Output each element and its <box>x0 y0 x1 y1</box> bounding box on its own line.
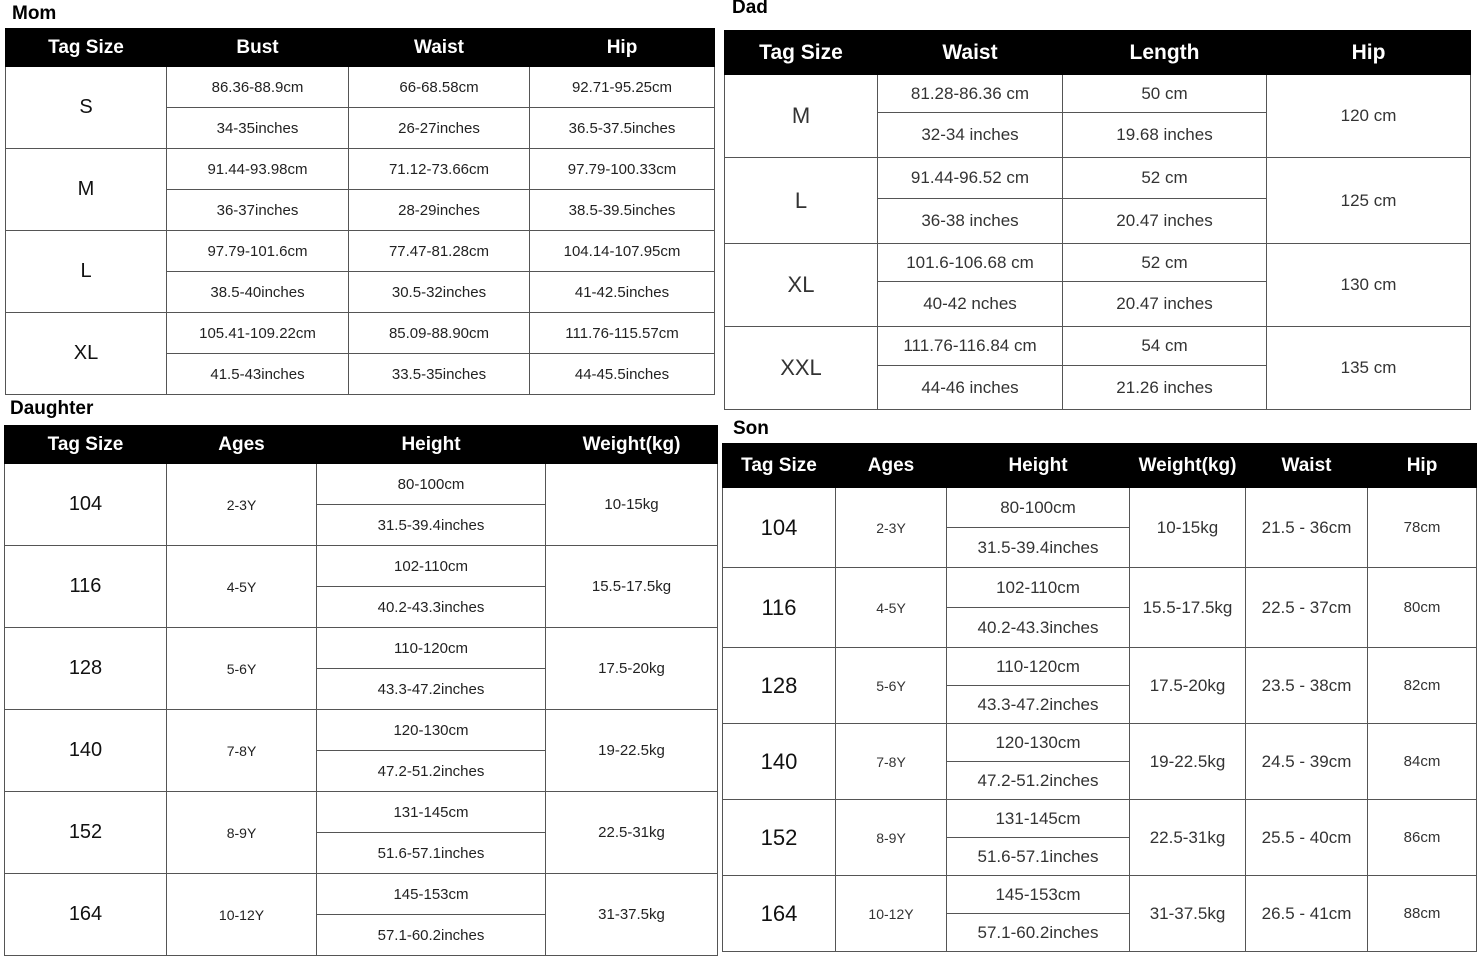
table-row <box>723 568 1477 608</box>
waist-cell: 21.5 - 36cm <box>1246 488 1368 568</box>
table-row <box>723 724 1477 762</box>
waist-cell: 22.5 - 37cm <box>1246 568 1368 648</box>
column-header: Weight(kg) <box>1130 444 1246 488</box>
hip-cell: 88cm <box>1368 876 1477 952</box>
hip-cell: 82cm <box>1368 648 1477 724</box>
son-section-title: Son <box>733 418 769 439</box>
hip-cell: 120 cm <box>1267 75 1471 158</box>
son-header-row <box>723 444 1477 488</box>
tag-size-cell: S <box>6 67 167 149</box>
tag-size-cell: 152 <box>5 792 167 874</box>
weight-cell: 31-37.5kg <box>546 874 718 956</box>
bust-inches-cell: 36-37inches <box>167 190 349 231</box>
column-header: Ages <box>836 444 947 488</box>
tag-size-cell: 164 <box>5 874 167 956</box>
waist-cm-cell: 71.12-73.66cm <box>349 149 530 190</box>
daughter-size-table <box>4 425 718 956</box>
height-inches-cell: 47.2-51.2inches <box>317 751 546 792</box>
waist-inches-cell: 33.5-35inches <box>349 354 530 395</box>
length-inches-cell: 19.68 inches <box>1063 113 1267 158</box>
waist-inches-cell: 30.5-32inches <box>349 272 530 313</box>
height-cm-cell: 131-145cm <box>317 792 546 833</box>
column-header: Length <box>1063 31 1267 75</box>
height-cm-cell: 102-110cm <box>317 546 546 587</box>
length-cm-cell: 54 cm <box>1063 327 1267 366</box>
hip-cell: 130 cm <box>1267 244 1471 327</box>
bust-cm-cell: 105.41-109.22cm <box>167 313 349 354</box>
tag-size-cell: XXL <box>725 327 878 410</box>
weight-cell: 22.5-31kg <box>546 792 718 874</box>
table-row <box>5 874 718 915</box>
mom-section-title: Mom <box>12 3 57 24</box>
bust-cm-cell: 86.36-88.9cm <box>167 67 349 108</box>
column-header: Bust <box>167 29 349 67</box>
height-inches-cell: 51.6-57.1inches <box>317 833 546 874</box>
son-size-table <box>722 443 1477 952</box>
age-cell: 8-9Y <box>836 800 947 876</box>
length-cm-cell: 52 cm <box>1063 244 1267 282</box>
age-cell: 8-9Y <box>167 792 317 874</box>
weight-cell: 17.5-20kg <box>1130 648 1246 724</box>
waist-cell: 23.5 - 38cm <box>1246 648 1368 724</box>
height-inches-cell: 43.3-47.2inches <box>317 669 546 710</box>
height-inches-cell: 40.2-43.3inches <box>317 587 546 628</box>
table-row <box>723 876 1477 914</box>
hip-cm-cell: 97.79-100.33cm <box>530 149 715 190</box>
column-header: Waist <box>878 31 1063 75</box>
waist-inches-cell: 26-27inches <box>349 108 530 149</box>
bust-cm-cell: 97.79-101.6cm <box>167 231 349 272</box>
hip-inches-cell: 36.5-37.5inches <box>530 108 715 149</box>
tag-size-cell: 152 <box>723 800 836 876</box>
waist-inches-cell: 44-46 inches <box>878 366 1063 410</box>
table-row <box>5 710 718 751</box>
tag-size-cell: 104 <box>5 464 167 546</box>
height-inches-cell: 57.1-60.2inches <box>317 915 546 956</box>
hip-cm-cell: 92.71-95.25cm <box>530 67 715 108</box>
waist-cm-cell: 111.76-116.84 cm <box>878 327 1063 366</box>
daughter-section-title: Daughter <box>10 398 94 419</box>
age-cell: 2-3Y <box>167 464 317 546</box>
weight-cell: 15.5-17.5kg <box>546 546 718 628</box>
table-row <box>6 313 715 354</box>
table-row <box>5 628 718 669</box>
waist-cell: 26.5 - 41cm <box>1246 876 1368 952</box>
hip-cell: 78cm <box>1368 488 1477 568</box>
table-row <box>6 149 715 190</box>
tag-size-cell: 128 <box>5 628 167 710</box>
tag-size-cell: 116 <box>723 568 836 648</box>
height-cm-cell: 102-110cm <box>947 568 1130 608</box>
table-row <box>725 158 1471 199</box>
age-cell: 2-3Y <box>836 488 947 568</box>
height-cm-cell: 80-100cm <box>947 488 1130 528</box>
daughter-header-row <box>5 426 718 464</box>
column-header: Weight(kg) <box>546 426 718 464</box>
hip-cell: 80cm <box>1368 568 1477 648</box>
height-inches-cell: 57.1-60.2inches <box>947 914 1130 952</box>
hip-inches-cell: 38.5-39.5inches <box>530 190 715 231</box>
table-row <box>5 546 718 587</box>
hip-cell: 125 cm <box>1267 158 1471 244</box>
tag-size-cell: XL <box>6 313 167 395</box>
age-cell: 5-6Y <box>167 628 317 710</box>
waist-cm-cell: 91.44-96.52 cm <box>878 158 1063 199</box>
length-inches-cell: 20.47 inches <box>1063 199 1267 244</box>
height-cm-cell: 145-153cm <box>947 876 1130 914</box>
waist-cm-cell: 101.6-106.68 cm <box>878 244 1063 282</box>
height-inches-cell: 51.6-57.1inches <box>947 838 1130 876</box>
mom-header-row <box>6 29 715 67</box>
column-header: Hip <box>1267 31 1471 75</box>
tag-size-cell: 140 <box>723 724 836 800</box>
weight-cell: 17.5-20kg <box>546 628 718 710</box>
bust-inches-cell: 34-35inches <box>167 108 349 149</box>
waist-cm-cell: 81.28-86.36 cm <box>878 75 1063 113</box>
hip-cm-cell: 111.76-115.57cm <box>530 313 715 354</box>
waist-inches-cell: 32-34 inches <box>878 113 1063 158</box>
age-cell: 10-12Y <box>167 874 317 956</box>
height-inches-cell: 40.2-43.3inches <box>947 608 1130 648</box>
age-cell: 4-5Y <box>836 568 947 648</box>
hip-inches-cell: 44-45.5inches <box>530 354 715 395</box>
age-cell: 4-5Y <box>167 546 317 628</box>
hip-cell: 135 cm <box>1267 327 1471 410</box>
dad-header-row <box>725 31 1471 75</box>
tag-size-cell: 164 <box>723 876 836 952</box>
weight-cell: 31-37.5kg <box>1130 876 1246 952</box>
column-header: Tag Size <box>725 31 878 75</box>
weight-cell: 10-15kg <box>546 464 718 546</box>
column-header: Tag Size <box>723 444 836 488</box>
height-inches-cell: 43.3-47.2inches <box>947 686 1130 724</box>
height-inches-cell: 31.5-39.4inches <box>317 505 546 546</box>
waist-cm-cell: 77.47-81.28cm <box>349 231 530 272</box>
height-cm-cell: 120-130cm <box>317 710 546 751</box>
table-row <box>6 231 715 272</box>
mom-size-table <box>5 28 715 395</box>
weight-cell: 15.5-17.5kg <box>1130 568 1246 648</box>
table-row <box>6 67 715 108</box>
dad-size-table <box>724 30 1471 410</box>
age-cell: 7-8Y <box>167 710 317 792</box>
height-cm-cell: 145-153cm <box>317 874 546 915</box>
hip-inches-cell: 41-42.5inches <box>530 272 715 313</box>
table-row <box>725 244 1471 282</box>
tag-size-cell: M <box>725 75 878 158</box>
length-inches-cell: 20.47 inches <box>1063 282 1267 327</box>
column-header: Waist <box>1246 444 1368 488</box>
table-row <box>5 464 718 505</box>
height-inches-cell: 47.2-51.2inches <box>947 762 1130 800</box>
table-row <box>725 75 1471 113</box>
bust-inches-cell: 38.5-40inches <box>167 272 349 313</box>
tag-size-cell: 104 <box>723 488 836 568</box>
waist-inches-cell: 40-42 nches <box>878 282 1063 327</box>
waist-inches-cell: 28-29inches <box>349 190 530 231</box>
hip-cell: 84cm <box>1368 724 1477 800</box>
waist-cm-cell: 66-68.58cm <box>349 67 530 108</box>
weight-cell: 19-22.5kg <box>1130 724 1246 800</box>
length-cm-cell: 50 cm <box>1063 75 1267 113</box>
age-cell: 5-6Y <box>836 648 947 724</box>
length-cm-cell: 52 cm <box>1063 158 1267 199</box>
tag-size-cell: 116 <box>5 546 167 628</box>
weight-cell: 10-15kg <box>1130 488 1246 568</box>
height-cm-cell: 110-120cm <box>317 628 546 669</box>
waist-cm-cell: 85.09-88.90cm <box>349 313 530 354</box>
tag-size-cell: 128 <box>723 648 836 724</box>
length-inches-cell: 21.26 inches <box>1063 366 1267 410</box>
height-cm-cell: 110-120cm <box>947 648 1130 686</box>
column-header: Tag Size <box>5 426 167 464</box>
height-inches-cell: 31.5-39.4inches <box>947 528 1130 568</box>
height-cm-cell: 120-130cm <box>947 724 1130 762</box>
column-header: Height <box>317 426 546 464</box>
age-cell: 7-8Y <box>836 724 947 800</box>
column-header: Tag Size <box>6 29 167 67</box>
bust-cm-cell: 91.44-93.98cm <box>167 149 349 190</box>
table-row <box>723 488 1477 528</box>
column-header: Hip <box>530 29 715 67</box>
age-cell: 10-12Y <box>836 876 947 952</box>
tag-size-cell: 140 <box>5 710 167 792</box>
hip-cm-cell: 104.14-107.95cm <box>530 231 715 272</box>
tag-size-cell: L <box>6 231 167 313</box>
column-header: Waist <box>349 29 530 67</box>
weight-cell: 19-22.5kg <box>546 710 718 792</box>
table-row <box>723 648 1477 686</box>
waist-cell: 25.5 - 40cm <box>1246 800 1368 876</box>
table-row <box>723 800 1477 838</box>
height-cm-cell: 80-100cm <box>317 464 546 505</box>
bust-inches-cell: 41.5-43inches <box>167 354 349 395</box>
column-header: Height <box>947 444 1130 488</box>
table-row <box>5 792 718 833</box>
weight-cell: 22.5-31kg <box>1130 800 1246 876</box>
waist-cell: 24.5 - 39cm <box>1246 724 1368 800</box>
tag-size-cell: L <box>725 158 878 244</box>
height-cm-cell: 131-145cm <box>947 800 1130 838</box>
table-row <box>725 327 1471 366</box>
tag-size-cell: M <box>6 149 167 231</box>
column-header: Hip <box>1368 444 1477 488</box>
dad-section-title: Dad <box>732 0 768 18</box>
waist-inches-cell: 36-38 inches <box>878 199 1063 244</box>
tag-size-cell: XL <box>725 244 878 327</box>
hip-cell: 86cm <box>1368 800 1477 876</box>
column-header: Ages <box>167 426 317 464</box>
